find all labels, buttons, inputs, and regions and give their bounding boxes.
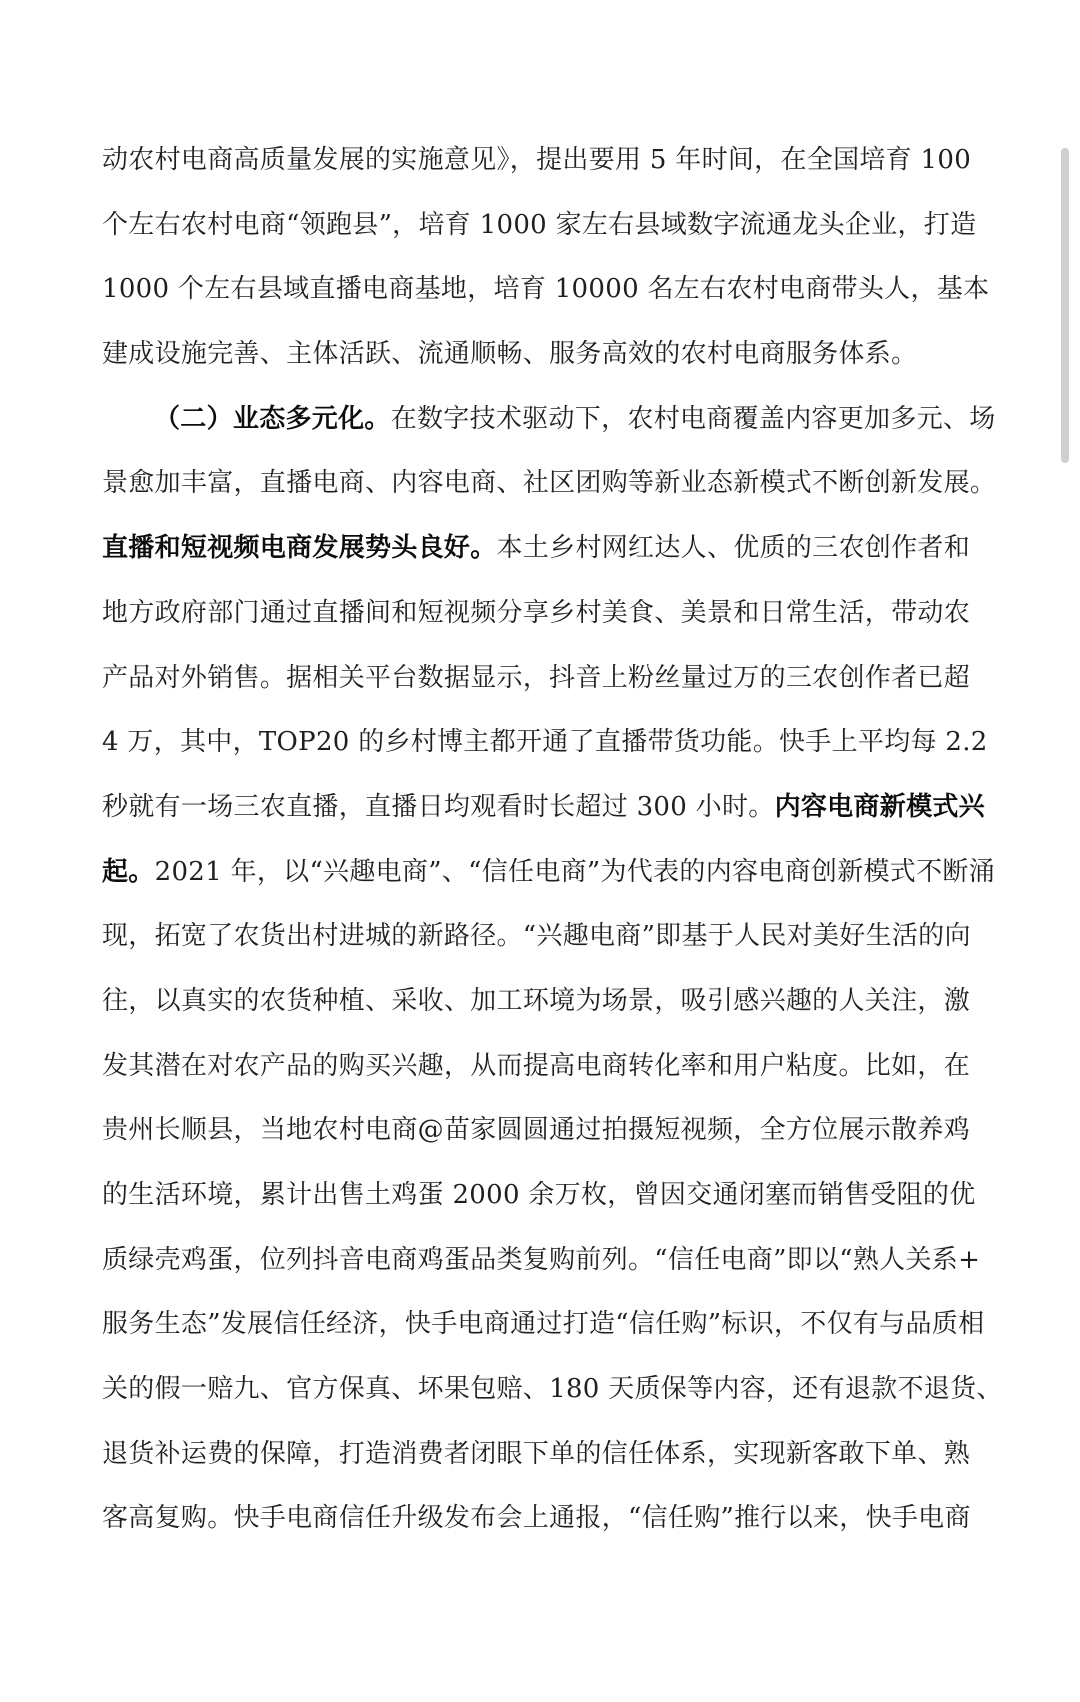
text-line [102, 710, 988, 775]
bold-heading-text: 起。 [102, 856, 155, 887]
body-text: 动农村电商高质量发展的实施意见》，提出要用 5 年时间，在全国培育 100 [102, 145, 972, 175]
bold-heading-text: 直播和短视频电商发展势头良好。 [102, 533, 497, 564]
text-line [102, 969, 970, 1034]
text-line [102, 1228, 981, 1293]
text-line [102, 1098, 970, 1163]
article-body [102, 128, 1003, 1551]
text-line [102, 775, 985, 840]
text-line [102, 257, 990, 322]
body-text: 个左右农村电商“领跑县”，培育 1000 家左右县域数字流通龙头企业，打造 [102, 209, 977, 240]
bold-heading-text: 内容电商新模式兴 [774, 791, 985, 822]
bold-heading-text: （二）业态多元化。 [154, 403, 391, 434]
text-line [102, 1034, 970, 1099]
body-text: 地方政府部门通过直播间和短视频分享乡村美食、美景和日常生活，带动农 [102, 597, 970, 628]
text-line [102, 128, 970, 193]
text-line [102, 1163, 976, 1228]
text-line [102, 581, 970, 646]
scrollbar-thumb[interactable] [1061, 148, 1069, 463]
body-text: 1000 个左右县域直播电商基地，培育 10000 名左右农村电商带头人，基本 [102, 274, 990, 305]
body-text: 景愈加丰富，直播电商、内容电商、社区团购等新业态新模式不断创新发展。 [102, 468, 997, 499]
text-line [102, 646, 970, 711]
text-line [102, 1486, 970, 1551]
body-text: 退货补运费的保障，打造消费者闭眼下单的信任体系，实现新客敢下单、熟 [102, 1438, 970, 1469]
body-text: 的生活环境，累计出售土鸡蛋 2000 余万枚，曾因交通闭塞而销售受阻的优 [102, 1180, 976, 1210]
body-text: 产品对外销售。据相关平台数据显示，抖音上粉丝量过万的三农创作者已超 [102, 662, 970, 693]
body-text: 质绿壳鸡蛋，位列抖音电商鸡蛋品类复购前列。“信任电商”即以“熟人关系+ [102, 1244, 981, 1275]
body-text: 现，拓宽了农货出村进城的新路径。“兴趣电商”即基于人民对美好生活的向 [102, 921, 971, 952]
body-text: 秒就有一场三农直播，直播日均观看时长超过 300 小时。 [102, 791, 775, 822]
body-text: 在数字技术驱动下，农村电商覆盖内容更加多元、场 [390, 403, 996, 434]
body-text: 客高复购。快手电商信任升级发布会上通报，“信任购”推行以来，快手电商 [102, 1503, 971, 1534]
body-text: 发其潜在对农产品的购买兴趣，从而提高电商转化率和用户粘度。比如，在 [102, 1050, 970, 1081]
body-text: 往，以真实的农货种植、采收、加工环境为场景，吸引感兴趣的人关注，激 [102, 985, 970, 1016]
text-line [102, 904, 970, 969]
body-text: 2021 年，以“兴趣电商”、“信任电商”为代表的内容电商创新模式不断涌 [154, 856, 996, 887]
body-text: 贵州长顺县，当地农村电商@苗家圆圆通过拍摄短视频，全方位展示散养鸡 [102, 1115, 970, 1146]
body-text: 建成设施完善、主体活跃、流通顺畅、服务高效的农村电商服务体系。 [102, 339, 918, 370]
text-line [102, 1422, 970, 1487]
scrollbar[interactable] [1052, 0, 1080, 1702]
text-line [102, 193, 977, 258]
text-line [102, 840, 996, 905]
body-text: 本土乡村网红达人、优质的三农创作者和 [496, 533, 970, 564]
text-line [102, 387, 996, 452]
text-line [102, 516, 970, 581]
body-text: 4 万，其中，TOP20 的乡村博主都开通了直播带货功能。快手上平均每 2.2 [102, 727, 988, 758]
text-line [102, 322, 970, 387]
body-text: 服务生态”发展信任经济，快手电商通过打造“信任购”标识，不仅有与品质相 [102, 1309, 985, 1340]
body-text: 关的假一赔九、官方保真、坏果包赔、180 天质保等内容，还有退款不退货、 [102, 1374, 1003, 1405]
text-line [102, 1357, 1003, 1422]
text-line [102, 1292, 985, 1357]
text-line [102, 451, 997, 516]
